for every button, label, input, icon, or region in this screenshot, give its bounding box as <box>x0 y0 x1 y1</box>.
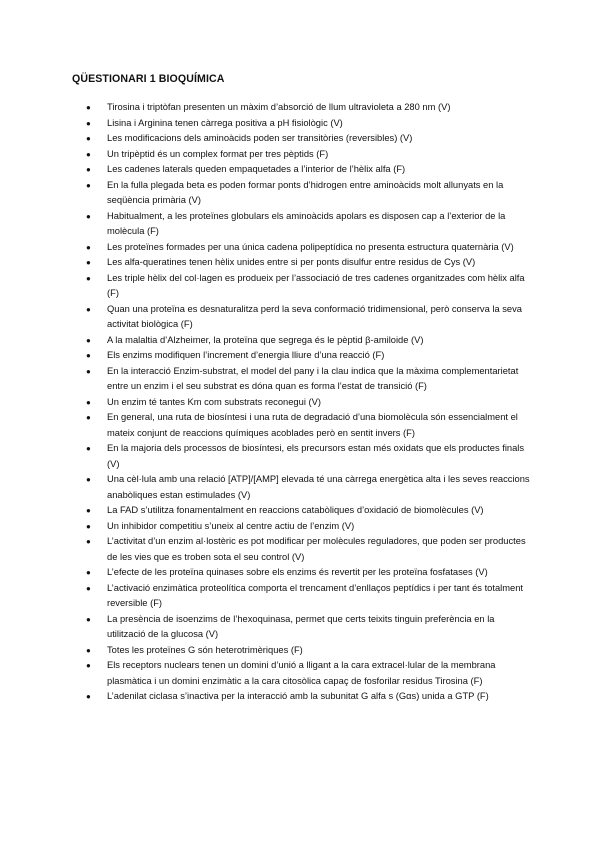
list-item <box>84 534 530 565</box>
bullet-icon: ● <box>86 118 91 128</box>
page-title: QÜESTIONARI 1 BIOQUÍMICA <box>72 73 225 85</box>
bullet-icon: ● <box>86 134 91 143</box>
question-list <box>84 100 530 705</box>
question-text: En la interacció Enzim-substrat, el model del pany i la clau indica que la màxima complementarietat entre un enzim i el seu substrat es dóna quan es forma l’estat de transició (F) <box>107 365 519 391</box>
list-item <box>84 643 530 659</box>
list-item <box>84 162 530 178</box>
bullet-icon: ● <box>86 475 91 484</box>
question-text: Quan una proteïna es desnaturalitza perd la seva conformació tridimensional, però conserva la seva activitat biològica (F) <box>107 303 522 329</box>
list-item <box>84 472 530 503</box>
list-item <box>84 612 530 643</box>
question-text: Les modificacions dels aminoàcids poden ser transitòries (reversibles) (V) <box>107 133 413 143</box>
bullet-icon: ● <box>86 661 91 670</box>
bullet-icon: ● <box>86 413 91 422</box>
question-text: La presència de isoenzims de l’hexoquinasa, permet que certs teixits tinguin preferència en la utilització de la glucosa (V) <box>107 613 495 639</box>
bullet-icon: ● <box>86 645 91 655</box>
list-item <box>84 255 530 271</box>
bullet-icon: ● <box>86 351 91 360</box>
list-item <box>84 565 530 581</box>
list-item <box>84 364 530 395</box>
question-text: Tirosina i triptòfan presenten un màxim d’absorció de llum ultravioleta a 280 nm (V) <box>107 102 451 112</box>
bullet-icon: ● <box>86 397 91 407</box>
list-item <box>84 209 530 240</box>
question-text: L’adenilat ciclasa s’inactiva per la interacció amb la subunitat G alfa s (Gαs) unida a GTP (F) <box>107 691 489 701</box>
bullet-icon: ● <box>86 583 91 593</box>
bullet-icon: ● <box>86 692 91 701</box>
question-text: Les cadenes laterals queden empaquetades a l’interior de l’hèlix alfa (F) <box>107 164 406 174</box>
bullet-icon: ● <box>86 103 91 112</box>
bullet-icon: ● <box>86 537 91 546</box>
question-text: A la malaltia d’Alzheimer, la proteïna que segrega és le pèptid β-amiloide (V) <box>107 334 424 345</box>
bullet-icon: ● <box>86 180 91 190</box>
question-text: Un enzim té tantes Km com substrats reconegui (V) <box>107 396 321 407</box>
question-text: La FAD s’utilitza fonamentalment en reaccions catabòliques d’oxidació de biomolècules (V) <box>107 505 484 515</box>
question-text: L’efecte de les proteïna quinases sobre els enzims és revertit per les proteïna fosfatases (V) <box>107 567 488 577</box>
bullet-icon: ● <box>86 568 91 577</box>
list-item <box>84 689 530 705</box>
question-text: Un inhibidor competitiu s’uneix al centre actiu de l’enzim (V) <box>107 520 355 531</box>
bullet-icon: ● <box>86 211 91 221</box>
question-text: Les proteïnes formades per una única cadena polipeptídica no presenta estructura quaternària (V) <box>107 241 514 252</box>
bullet-icon: ● <box>86 304 91 314</box>
bullet-icon: ● <box>86 258 91 267</box>
list-item <box>84 581 530 612</box>
list-item <box>84 147 530 163</box>
question-text: Lisina i Arginina tenen càrrega positiva a pH fisiològic (V) <box>107 117 343 128</box>
bullet-icon: ● <box>86 614 91 624</box>
bullet-icon: ● <box>86 273 91 283</box>
question-text: Les alfa-queratines tenen hèlix unides entre si per ponts disulfur entre residus de Cys (V) <box>107 257 476 267</box>
list-item <box>84 348 530 364</box>
bullet-icon: ● <box>86 242 91 252</box>
list-item <box>84 131 530 147</box>
question-text: L’activitat d’un enzim al·lostèric es pot modificar per molècules reguladores, que poden ser productes de les vies que es troben sota el seu control (V) <box>107 536 526 562</box>
list-item <box>84 100 530 116</box>
bullet-icon: ● <box>86 444 91 453</box>
list-item <box>84 519 530 535</box>
question-text: Les triple hèlix del col·lagen es produeix per l’associació de tres cadenes organitzades com hèlix alfa (F) <box>107 272 525 298</box>
question-text: Els receptors nuclears tenen un domini d’unió a lligant a la cara extracel·lular de la membrana plasmàtica i un domini enzimàtic a la cara citosòlica capaç de fosforilar residus Tirosina (F) <box>107 660 496 686</box>
bullet-icon: ● <box>86 165 91 174</box>
question-text: Els enzims modifiquen l’increment d’energia lliure d’una reacció (F) <box>107 350 385 360</box>
bullet-icon: ● <box>86 521 91 531</box>
list-item <box>84 302 530 333</box>
bullet-icon: ● <box>86 506 91 515</box>
list-item <box>84 333 530 349</box>
bullet-icon: ● <box>86 149 91 159</box>
question-text: Habitualment, a les proteïnes globulars els aminoàcids apolars es disposen cap a l’exterior de la molècula (F) <box>107 210 506 236</box>
question-text: Totes les proteïnes G són heterotrimèriques (F) <box>107 644 303 655</box>
question-text: En general, una ruta de biosíntesi i una ruta de degradació d’una biomolècula són essencialment el mateix conjunt de reaccions químiques acoblades però en sentit invers (F) <box>107 412 518 438</box>
bullet-icon: ● <box>86 366 91 376</box>
list-item <box>84 410 530 441</box>
question-text: En la fulla plegada beta es poden formar ponts d’hidrogen entre aminoàcids molt allunyats en la seqüència primària (V) <box>107 179 504 205</box>
list-item <box>84 116 530 132</box>
question-text: En la majoria dels processos de biosíntesi, els precursors estan més oxidats que els productes finals (V) <box>107 443 525 469</box>
list-item <box>84 240 530 256</box>
list-item <box>84 178 530 209</box>
bullet-icon: ● <box>86 335 91 345</box>
question-text: Un tripèptid és un complex format per tres pèptids (F) <box>107 148 329 159</box>
list-item <box>84 503 530 519</box>
question-text: L’activació enzimàtica proteolítica comporta el trencament d’enllaços peptídics i per tant és totalment reversible (F) <box>107 582 524 608</box>
list-item <box>84 271 530 302</box>
list-item <box>84 441 530 472</box>
question-text: Una cèl·lula amb una relació [ATP]/[AMP] elevada té una càrrega energètica alta i les seves reaccions anabòliques estan estimulades (V) <box>107 474 530 500</box>
list-item <box>84 658 530 689</box>
list-item <box>84 395 530 411</box>
